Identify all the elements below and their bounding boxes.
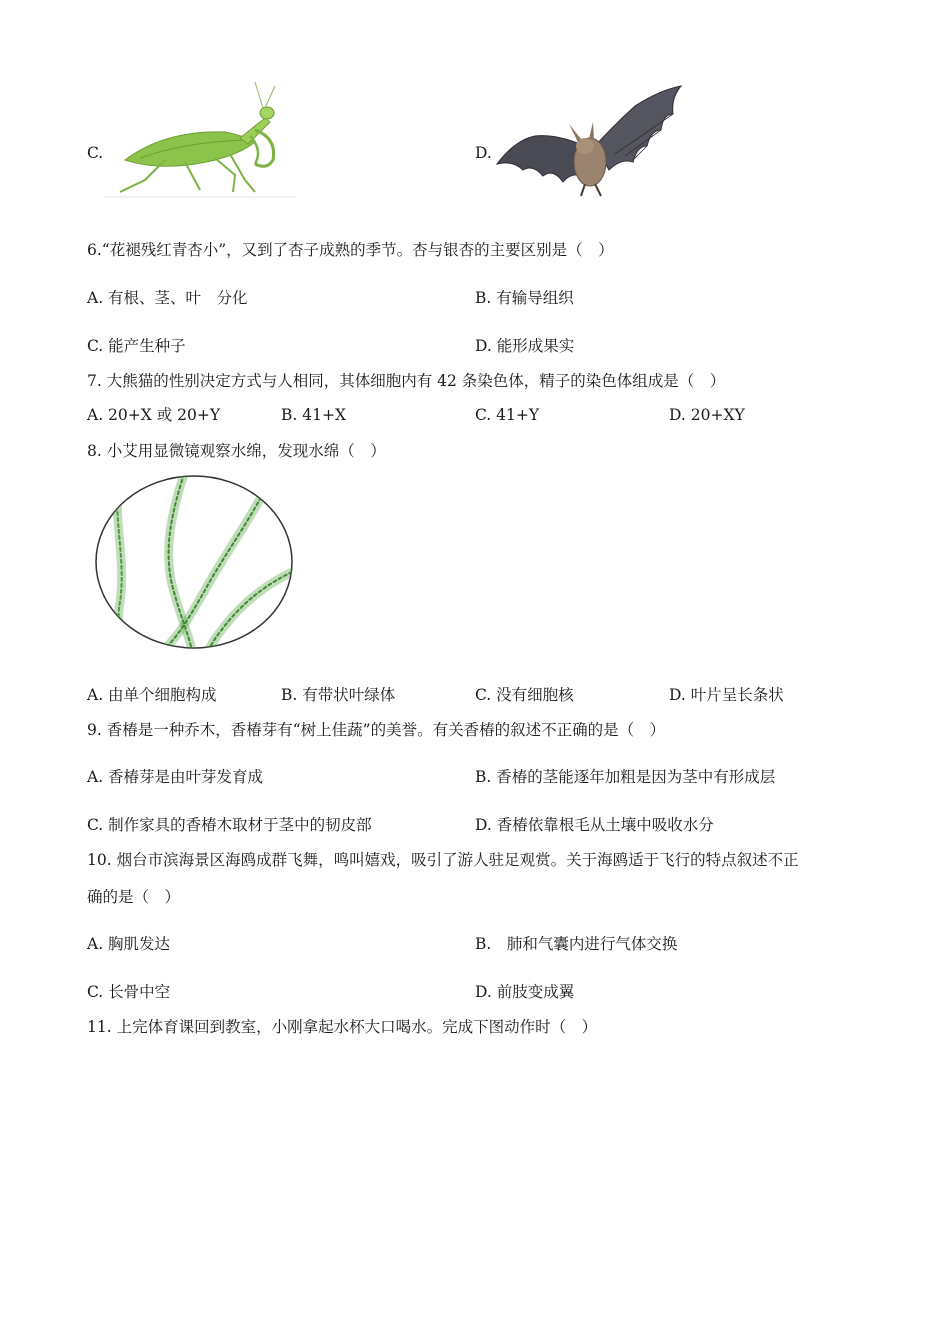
q10-option-b: B. 肺和气囊内进行气体交换 — [475, 935, 678, 953]
q7-option-d: D. 20+XY — [669, 406, 745, 424]
spirogyra-micrograph-image — [92, 472, 297, 652]
bat-image — [495, 84, 685, 199]
q8-option-d: D. 叶片呈长条状 — [669, 686, 784, 704]
q5-option-d-label: D. — [475, 144, 492, 162]
q6-option-d: D. 能形成果实 — [475, 337, 575, 355]
q7-option-b: B. 41+X — [281, 406, 346, 424]
q8-stem: 8. 小艾用显微镜观察水绵，发现水绵（ ） — [87, 442, 386, 460]
q6-option-c: C. 能产生种子 — [87, 337, 186, 355]
mantis-image — [105, 80, 300, 200]
q7-option-a: A. 20+X 或 20+Y — [87, 406, 221, 424]
q9-option-c: C. 制作家具的香椿木取材于茎中的韧皮部 — [87, 816, 372, 834]
q7-stem: 7. 大熊猫的性别决定方式与人相同，其体细胞内有 42 条染色体，精子的染色体组成是（ ） — [87, 372, 726, 390]
q11-stem: 11. 上完体育课回到教室，小刚拿起水杯大口喝水。完成下图动作时（ ） — [87, 1018, 598, 1036]
q9-option-a: A. 香椿芽是由叶芽发育成 — [87, 768, 264, 786]
q8-option-c: C. 没有细胞核 — [475, 686, 574, 704]
q6-option-a: A. 有根、茎、叶 分化 — [87, 289, 248, 307]
q9-option-d: D. 香椿依靠根毛从土壤中吸收水分 — [475, 816, 714, 834]
q9-stem: 9. 香椿是一种乔木，香椿芽有“树上佳蔬”的美誉。有关香椿的叙述不正确的是（ ） — [87, 721, 666, 739]
q5-option-c-label: C. — [87, 144, 104, 162]
q10-option-d: D. 前肢变成翼 — [475, 983, 575, 1001]
q10-stem-line1: 10. 烟台市滨海景区海鸥成群飞舞，鸣叫嬉戏，吸引了游人驻足观赏。关于海鸥适于飞行的特点叙述不正 — [87, 851, 799, 869]
q8-option-b: B. 有带状叶绿体 — [281, 686, 396, 704]
q10-stem-line2: 确的是（ ） — [87, 888, 181, 906]
q9-option-b: B. 香椿的茎能逐年加粗是因为茎中有形成层 — [475, 768, 776, 786]
q10-option-a: A. 胸肌发达 — [87, 935, 171, 953]
q7-option-c: C. 41+Y — [475, 406, 540, 424]
q10-option-c: C. 长骨中空 — [87, 983, 171, 1001]
q8-option-a: A. 由单个细胞构成 — [87, 686, 217, 704]
q6-stem: 6.“花褪残红青杏小”，又到了杏子成熟的季节。杏与银杏的主要区别是（ ） — [87, 241, 614, 259]
q6-option-b: B. 有输导组织 — [475, 289, 574, 307]
